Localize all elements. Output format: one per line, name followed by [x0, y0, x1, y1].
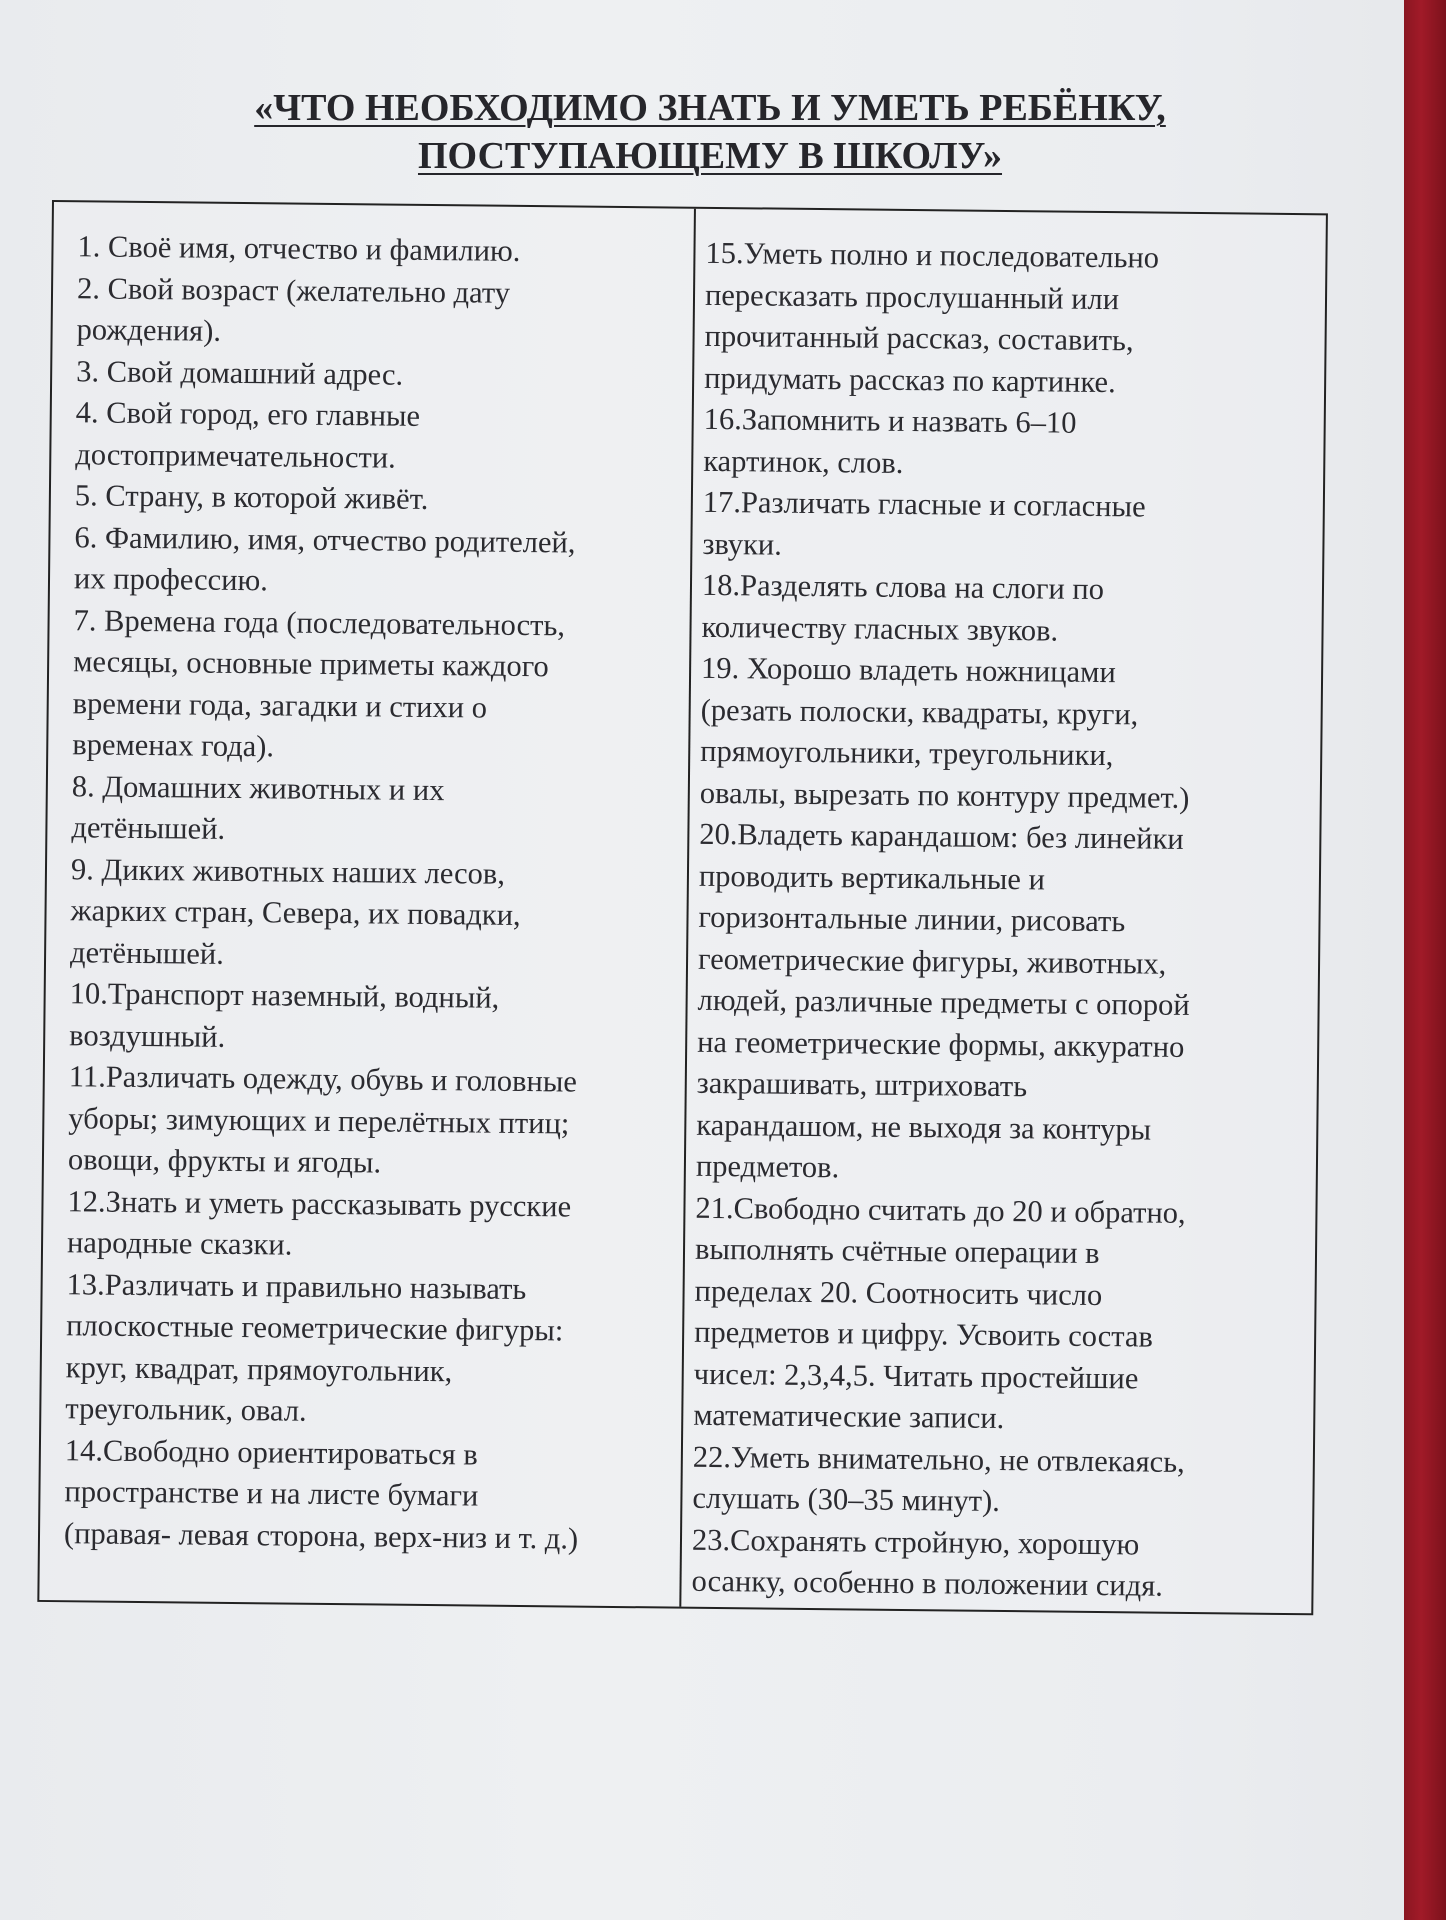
list-item: 19. Хорошо владеть ножницами (резать полоски, квадраты, круги, прямоугольники, треугольники, овалы, вырезать по контуру предмет.) [699, 650, 1190, 815]
list-item: 8. Домашних животных и их детёнышей. [71, 768, 445, 846]
list-item: 1. Своё имя, отчество и фамилию. [77, 229, 521, 268]
list-item: 3. Свой домашний адрес. [76, 353, 404, 392]
list-item: 14.Свободно ориентироваться в пространстве и на листе бумаги (правая- левая сторона, верх-низ и т. д.) [63, 1432, 579, 1556]
title-line-1: «ЧТО НЕОБХОДИМО ЗНАТЬ И УМЕТЬ РЕБЁНКУ, [254, 87, 1166, 129]
right-column [691, 233, 1317, 1609]
content-table [37, 200, 1328, 1615]
list-item: 17.Различать гласные и согласные звуки. [702, 484, 1146, 562]
list-item: 21.Свободно считать до 20 и обратно, выполнять счётные операции в пределах 20. Соотносить число предметов и цифру. Усвоить состав чисел: 2,3,4,5. Читать простейшие математические записи. [693, 1190, 1186, 1436]
list-item: 18.Разделять слова на слоги по количеству гласных звуков. [701, 567, 1105, 648]
list-item: 2. Свой возраст (желательно дату рождения). [76, 270, 511, 348]
list-item: 6. Фамилию, имя, отчество родителей, их профессию. [73, 519, 576, 598]
list-item: 9. Диких животных наших лесов, жарких стран, Севера, их повадки, детёнышей. [69, 851, 521, 971]
list-item: 16.Запомнить и назвать 6–10 картинок, слов. [703, 401, 1077, 480]
list-item: 11.Различать одежду, обувь и головные уборы; зимующих и перелётных птиц; овощи, фрукты и ягоды. [67, 1059, 578, 1180]
list-item: 15.Уметь полно и последовательно пересказать прослушанный или прочитанный рассказ, составить, придумать рассказ по картинке. [704, 235, 1160, 399]
list-item: 4. Свой город, его главные достопримечательности. [75, 395, 421, 475]
list-item: 10.Транспорт наземный, водный, воздушный. [69, 976, 500, 1054]
red-background-edge [1404, 0, 1446, 1920]
list-item: 5. Страну, в которой живёт. [74, 478, 429, 516]
left-column [64, 226, 688, 1560]
list-item: 12.Знать и уметь рассказывать русские народные сказки. [66, 1183, 572, 1262]
page-title [150, 84, 1270, 180]
list-item: 13.Различать и правильно называть плоскостные геометрические фигуры: круг, квадрат, прямоугольник, треугольник, овал. [65, 1266, 564, 1428]
list-item: 22.Уметь внимательно, не отвлекаясь, слушать (30–35 минут). [692, 1439, 1185, 1518]
title-line-2: ПОСТУПАЮЩЕМУ В ШКОЛУ» [417, 135, 1003, 177]
list-item: 23.Сохранять стройную, хорошую осанку, особенно в положении сидя. [691, 1522, 1164, 1603]
list-item: 20.Владеть карандашом: без линейки проводить вертикальные и горизонтальные линии, рисовать геометрические фигуры, животных, людей, различные предметы с опорой на геометрические формы, аккуратно закрашивать, штриховать карандашом, не выходя за контуры предметов. [695, 816, 1190, 1185]
list-item: 7. Времена года (последовательность, месяцы, основные приметы каждого времени года, загадки и стихи о временах года). [72, 602, 566, 764]
